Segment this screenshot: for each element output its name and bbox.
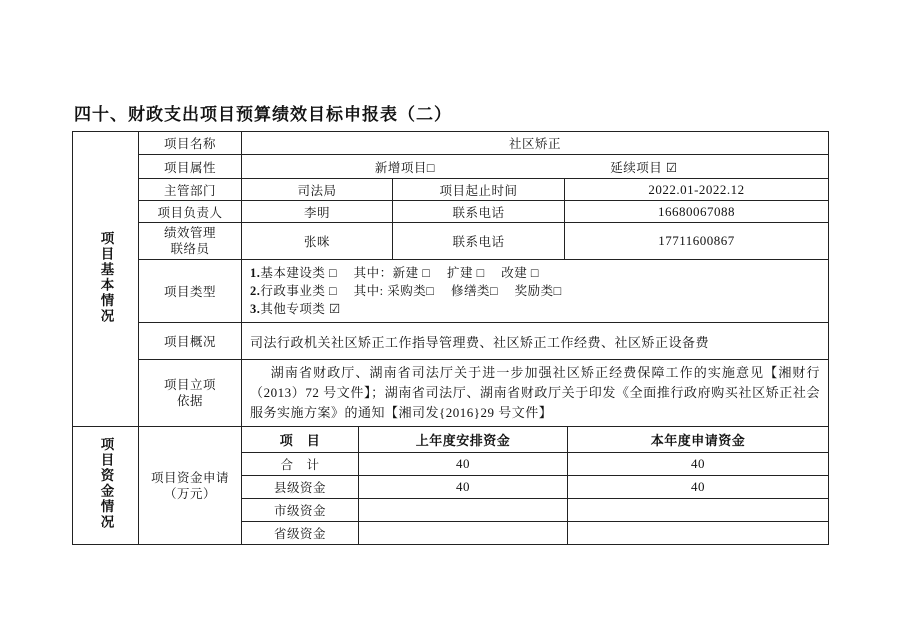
funding-col-current-year-header: 本年度申请资金	[568, 427, 829, 453]
funding-request-label-line2: （万元）	[163, 486, 216, 501]
section-funding-label: 项目资金情况	[98, 437, 114, 530]
project-name-label: 项目名称	[139, 132, 242, 155]
funding-request-label	[139, 427, 242, 545]
liaison-label-line1: 绩效管理	[163, 226, 216, 240]
type-line-2	[250, 282, 828, 300]
period-label: 项目起止时间	[393, 179, 565, 201]
funding-header-row	[73, 427, 829, 453]
basis-label	[139, 360, 242, 427]
liaison-phone-label: 联系电话	[393, 223, 565, 260]
funding-total-current: 40	[568, 453, 829, 476]
funding-city-current	[568, 499, 829, 522]
liaison-label	[139, 223, 242, 260]
basis-label-line1: 项目立项	[163, 378, 216, 392]
new-project-checkbox-option: 新增项目□	[374, 160, 435, 175]
row-project-type	[73, 260, 829, 323]
type-line-1-num: 1.	[250, 266, 261, 280]
funding-county-prev: 40	[359, 476, 568, 499]
funding-city-label: 市级资金	[242, 499, 359, 522]
project-type-value	[242, 260, 829, 323]
project-type-label: 项目类型	[139, 260, 242, 323]
department-value: 司法局	[242, 179, 393, 201]
section-funding	[73, 427, 139, 545]
project-attribute-label: 项目属性	[139, 155, 242, 179]
section-basic-info-label: 项目基本情况	[98, 230, 114, 324]
liaison-phone-value: 17711600867	[565, 223, 829, 260]
row-liaison	[73, 223, 829, 260]
section-basic-info	[73, 132, 139, 427]
leader-value: 李明	[242, 201, 393, 223]
type-line-1-text: 基本建设类 □ 其中：新建 □ 扩建 □ 改建 □	[260, 266, 539, 280]
row-overview	[73, 323, 829, 360]
funding-total-label: 合 计	[242, 453, 359, 476]
funding-province-label: 省级资金	[242, 522, 359, 545]
leader-phone-label: 联系电话	[393, 201, 565, 223]
funding-table	[72, 426, 829, 545]
liaison-value: 张咪	[242, 223, 393, 260]
leader-label: 项目负责人	[139, 201, 242, 223]
continue-project-checkbox-option: 延续项目 ☑	[610, 160, 678, 175]
basic-info-table	[72, 131, 829, 427]
funding-province-prev	[359, 522, 568, 545]
basis-paragraph: 湖南省财政厅、湖南省司法厅关于进一步加强社区矫正经费保障工作的实施意见【湘财行（2013）72 号文件】；湖南省司法厅、湖南省财政厅关于印发《全面推行政府购买社区矫正社会服务实施方案》的通知【湘司发{2016}29 号文件】	[250, 365, 821, 420]
funding-province-current	[568, 522, 829, 545]
row-project-name	[73, 132, 829, 155]
type-line-2-num: 2.	[250, 284, 261, 298]
row-department	[73, 179, 829, 201]
project-attribute-value	[242, 155, 829, 179]
type-line-1	[250, 264, 828, 282]
type-line-2-text: 行政事业类 □ 其中: 采购类□ 修缮类□ 奖励类□	[260, 284, 562, 298]
department-label: 主管部门	[139, 179, 242, 201]
funding-col-prev-year-header: 上年度安排资金	[359, 427, 568, 453]
row-basis	[73, 360, 829, 427]
period-value: 2022.01-2022.12	[565, 179, 829, 201]
funding-request-label-line1: 项目资金申请	[150, 470, 229, 485]
basis-label-line2: 依据	[176, 394, 203, 408]
project-name-value: 社区矫正	[242, 132, 829, 155]
type-line-3-num: 3.	[250, 302, 261, 316]
type-line-3	[250, 300, 828, 318]
overview-value: 司法行政机关社区矫正工作指导管理费、社区矫正工作经费、社区矫正设备费	[242, 323, 829, 360]
basis-value	[242, 360, 829, 427]
funding-county-label: 县级资金	[242, 476, 359, 499]
funding-county-current: 40	[568, 476, 829, 499]
funding-col-item-header: 项 目	[242, 427, 359, 453]
funding-city-prev	[359, 499, 568, 522]
page-title: 四十、财政支出项目预算绩效目标申报表（二）	[74, 105, 452, 124]
type-line-3-text: 其他专项类 ☑	[260, 302, 341, 316]
leader-phone-value: 16680067088	[565, 201, 829, 223]
liaison-label-line2: 联络员	[170, 242, 210, 256]
overview-label: 项目概况	[139, 323, 242, 360]
funding-total-prev: 40	[359, 453, 568, 476]
row-project-attribute	[73, 155, 829, 179]
row-leader	[73, 201, 829, 223]
form-table	[72, 131, 828, 545]
